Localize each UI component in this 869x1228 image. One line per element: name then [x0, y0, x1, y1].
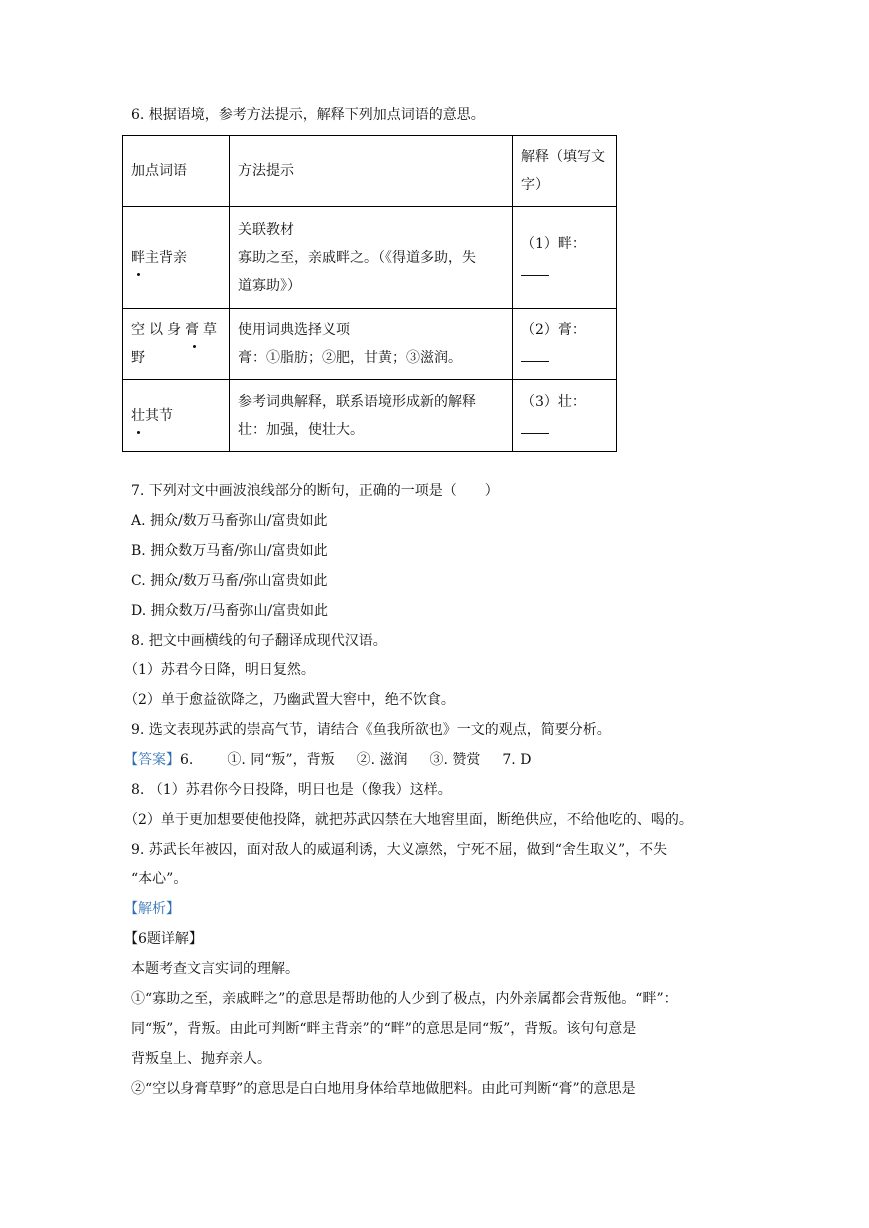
header-explain-line2: 字） [521, 177, 549, 193]
row1-hint-line2: 寡助之至，亲戚畔之。（《得道多助，失 [238, 249, 476, 266]
answer-part-1: ①. 同“叛”，背叛 [227, 752, 335, 768]
row1-hint-line3: 道寡助》） [238, 277, 301, 294]
row2-hint-line2: 膏：①脂肪；②肥，甘黄；③滋润。 [238, 350, 462, 366]
analysis-line-4: 背叛皇上、抛弃亲人。 [131, 1051, 271, 1067]
answer-8b: （2）单于更加想要使他投降，就把苏武囚禁在大地窖里面，断绝供应，不给他吃的、喝的。 [124, 812, 693, 828]
q7-option-c: C. 拥众/数万马畜/弥山富贵如此 [131, 573, 328, 589]
row2-hint-line1: 使用词典选择义项 [238, 322, 350, 338]
analysis-line-2: ①“寡助之至，亲戚畔之”的意思是帮助他的人少到了极点，内外亲属都会背叛他。“畔”： [131, 991, 678, 1007]
answer-tag: 【答案】 [124, 752, 180, 768]
answer-line [124, 750, 531, 770]
analysis-sub: 【6题详解】 [124, 931, 203, 947]
q8-stem: 8. 把文中画横线的句子翻译成现代汉语。 [131, 633, 387, 649]
answer-part-2: ②. 滋润 [356, 752, 408, 768]
q7-stem: 7. 下列对文中画波浪线部分的断句，正确的一项是（ ） [131, 483, 499, 499]
header-explain [513, 136, 617, 207]
answer-9b: “本心”。 [131, 871, 188, 887]
q6-table [122, 135, 617, 452]
answer-9: 9. 苏武长年被囚，面对敌人的威逼利诱，大义凛然，宁死不屈，做到“舍生取义”，不失 [131, 842, 668, 858]
q6-stem: 6. 根据语境，参考方法提示，解释下列加点词语的意思。 [131, 107, 485, 123]
answer-num: 6. [180, 752, 194, 768]
row3-word [123, 380, 230, 452]
table-row [123, 380, 617, 452]
row1-word [123, 207, 230, 309]
table-header-row [123, 136, 617, 207]
row1-hint-line1: 关联教材 [238, 221, 294, 238]
row3-answer-label: （3）壮： [521, 393, 586, 410]
q9-stem: 9. 选文表现苏武的崇高气节，请结合《鱼我所欲也》一文的观点，简要分析。 [131, 722, 611, 738]
answer-blank [521, 419, 549, 434]
answer-blank [521, 261, 549, 276]
header-hint: 方法提示 [230, 136, 513, 207]
q8-item-1: （1）苏君今日降，明日复然。 [124, 662, 315, 678]
row2-answer-label: （2）膏： [521, 322, 586, 338]
analysis-line-3: 同“叛”，背叛。由此可判断“畔主背亲”的“畔”的意思是同“叛”，背叛。该句句意是 [131, 1021, 637, 1037]
dotted-char: 膏 [185, 316, 203, 344]
q7-option-a: A. 拥众/数万马畜弥山/富贵如此 [131, 513, 328, 529]
row2-word [123, 309, 230, 380]
header-word: 加点词语 [123, 136, 230, 207]
analysis-line-1: 本题考查文言实词的理解。 [131, 961, 299, 977]
answer-part-3: ③. 赞赏 [429, 752, 481, 768]
table-row [123, 207, 617, 309]
answer-part-4: 7. D [502, 752, 532, 768]
q8-item-2: （2）单于愈益欲降之，乃幽武置大窖中，绝不饮食。 [124, 692, 455, 708]
row2-word-pre: 空以身 [131, 322, 185, 338]
q7-option-d: D. 拥众数万/马畜弥山/富贵如此 [131, 603, 329, 619]
row3-hint-line1: 参考词典解释，联系语境形成新的解释 [238, 393, 476, 410]
row1-answer-label: （1）畔： [521, 235, 586, 252]
answer-blank [521, 347, 549, 362]
row1-word-rest: 主背亲 [145, 249, 187, 266]
analysis-tag: 【解析】 [124, 901, 180, 917]
row2-answer [513, 309, 617, 380]
dotted-char: 畔 [131, 244, 145, 272]
row2-word-post: 草 [203, 322, 221, 338]
row3-word-rest: 其节 [145, 407, 173, 424]
row1-hint [230, 207, 513, 309]
row3-answer [513, 380, 617, 452]
table-row [123, 309, 617, 380]
answer-8: 8. （1）苏君你今日投降，明日也是（像我）这样。 [131, 782, 452, 798]
analysis-line-5: ②“空以身膏草野”的意思是白白地用身体给草地做肥料。由此可判断“膏”的意思是 [131, 1081, 636, 1097]
row2-hint [230, 309, 513, 380]
row1-answer [513, 207, 617, 309]
row2-word-line2: 野 [131, 350, 145, 366]
row3-hint [230, 380, 513, 452]
dotted-char: 壮 [131, 402, 145, 430]
header-explain-line1: 解释（填写文 [521, 149, 605, 165]
q7-option-b: B. 拥众数万马畜/弥山/富贵如此 [131, 543, 328, 559]
row3-hint-line2: 壮：加强，使壮大。 [238, 421, 364, 438]
row2-word-line1 [131, 316, 221, 344]
